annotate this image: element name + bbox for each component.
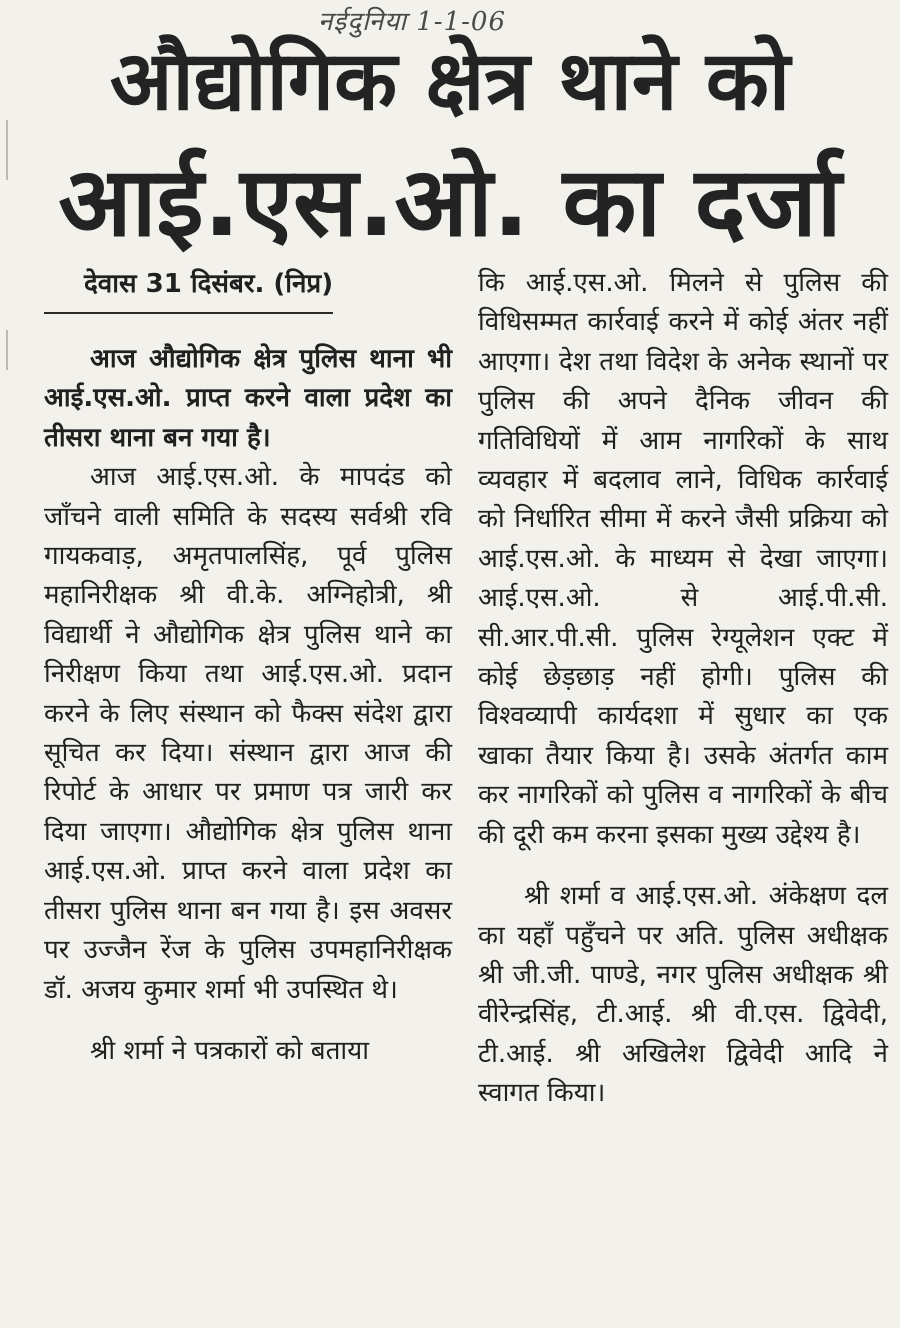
body-paragraph: कि आई.एस.ओ. मिलने से पुलिस की विधिसम्मत कार्रवाई करने में कोई अंतर नहीं आएगा। देश तथा विदेश के अनेक स्थानों पर पुलिस की अपने दैनिक जीवन की गतिविधियों में आम नागरिकों के साथ व्यवहार में बदलाव लाने, विधिक कार्रवाई को निर्धारित सीमा में करने जैसी प्रक्रिया को आई.एस.ओ. के माध्यम से देखा जाएगा। आई.एस.ओ. से आई.पी.सी. सी.आर.पी.सी. पुलिस रेग्यूलेशन एक्ट में कोई छेड़छाड़ नहीं होगी। पुलिस की विश्वव्यापी कार्यदशा में सुधार का एक खाका तैयार किया है। उसके अंतर्गत काम कर नागरिकों को पुलिस व नागरिकों के बीच की दूरी कम करना इसका मुख्य उद्देश्य है।: [478, 268, 888, 850]
left-column: [44, 262, 452, 1071]
dateline: देवास 31 दिसंबर. (निप्र): [44, 262, 333, 314]
lead-paragraph: आज औद्योगिक क्षेत्र पुलिस थाना भी आई.एस.ओ. प्राप्त करने वाला प्रदेश का तीसरा थाना बन गया है।: [44, 344, 452, 453]
body-paragraph: श्री शर्मा ने पत्रकारों को बताया: [90, 1035, 369, 1066]
handwritten-note: नईदुनिया 1-1-06: [318, 7, 506, 37]
headline-line-1: औद्योगिक क्षेत्र थाने को: [109, 34, 791, 129]
headline: [20, 30, 880, 264]
body-paragraph: आज आई.एस.ओ. के मापदंड को जाँचने वाली समिति के सदस्य सर्वश्री रवि गायकवाड़, अमृतपालसिंह, पूर्व पुलिस महानिरीक्षक श्री वी.के. अग्निहोत्री, श्री विद्यार्थी ने औद्योगिक क्षेत्र पुलिस थाने का निरीक्षण किया तथा आई.एस.ओ. प्रदान करने के लिए संस्थान को फैक्स संदेश द्वारा सूचित कर दिया। संस्थान द्वारा आज की रिपोर्ट के आधार पर प्रमाण पत्र जारी कर दिया जाएगा। औद्योगिक क्षेत्र पुलिस थाना आई.एस.ओ. प्राप्त करने वाला प्रदेश का तीसरा पुलिस थाना बन गया है। इस अवसर पर उज्जैन रेंज के पुलिस उपमहानिरीक्षक डॉ. अजय कुमार शर्मा भी उपस्थित थे।: [44, 462, 452, 1005]
margin-mark: [6, 120, 8, 180]
body-paragraph: श्री शर्मा व आई.एस.ओ. अंकेक्षण दल का यहाँ पहुँचने पर अति. पुलिस अधीक्षक श्री जी.जी. पाण्डे, नगर पुलिस अधीक्षक श्री वीरेन्द्रसिंह, टी.आई. श्री वी.एस. द्विवेदी, टी.आई. श्री अखिलेश द्विवेदी आदि ने स्वागत किया।: [478, 881, 888, 1109]
headline-line-2: आई.एस.ओ. का दर्जा: [58, 146, 842, 258]
margin-mark: [6, 330, 8, 370]
right-column: [478, 264, 888, 1114]
